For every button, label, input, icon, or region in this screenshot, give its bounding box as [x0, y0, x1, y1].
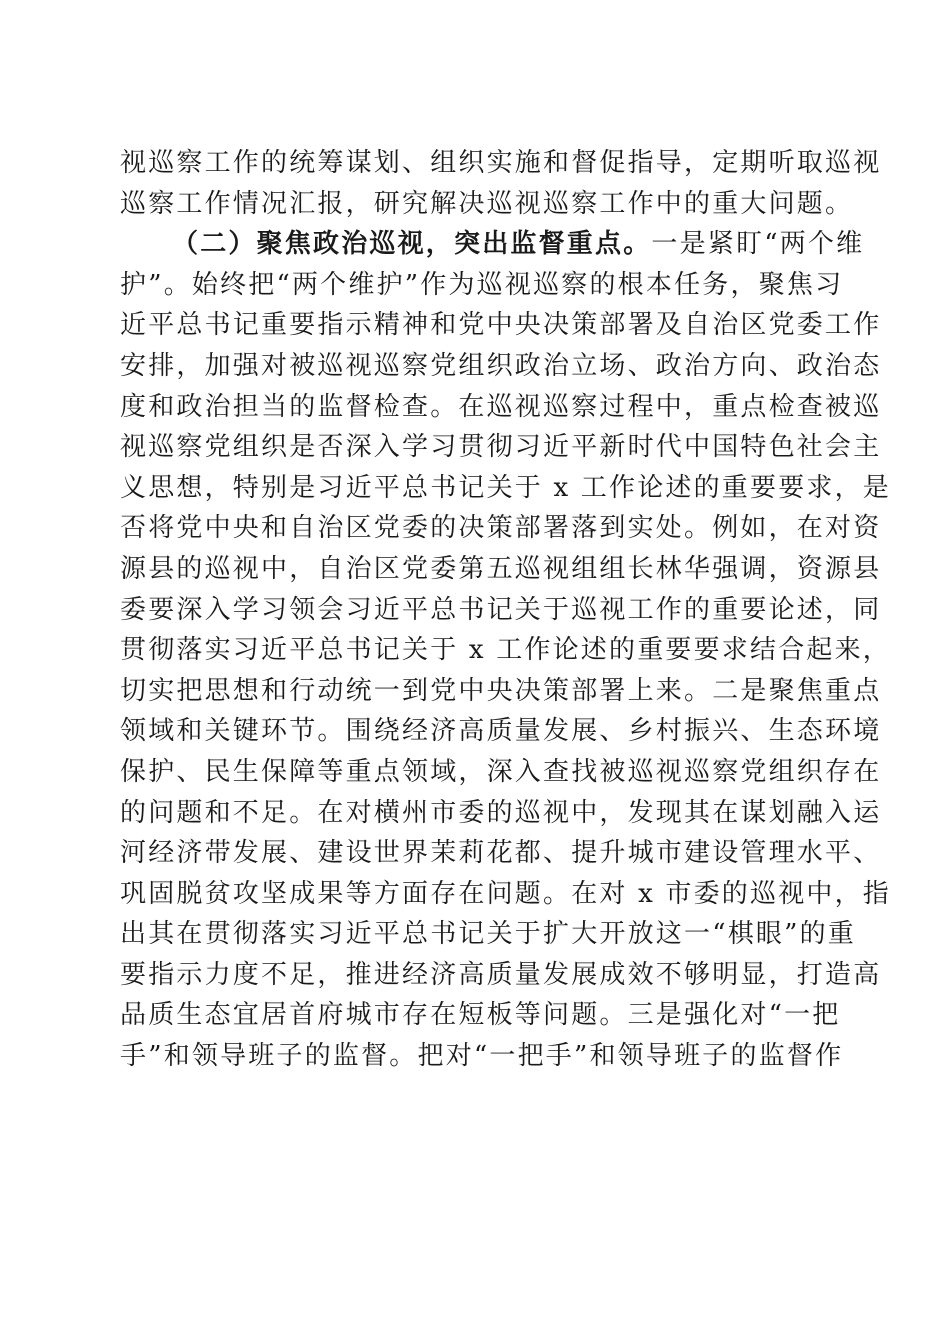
line-text: 巩固脱贫攻坚成果等方面存在问题。在对 x 市委的巡视中，指: [120, 878, 891, 909]
text-line: [120, 468, 891, 509]
line-text: 近平总书记重要指示精神和党中央决策部署及自治区党委工作: [120, 310, 882, 341]
line-text: 要指示力度不足，推进经济高质量发展成效不够明显，打造高: [120, 959, 882, 990]
body-text: [120, 143, 891, 1077]
line-text: 品质生态宜居首府城市存在短板等问题。三是强化对“一把: [120, 1000, 841, 1031]
text-line: [120, 305, 882, 346]
line-text: 巡察工作情况汇报，研究解决巡视巡察工作中的重大问题。: [120, 188, 854, 219]
text-line: [120, 914, 856, 955]
line-text: 护”。始终把“两个维护”作为巡视巡察的根本任务，聚焦习: [120, 269, 844, 300]
line-text: 手”和领导班子的监督。把对“一把手”和领导班子的监督作: [120, 1041, 844, 1072]
text-line: [120, 630, 891, 671]
line-text: 委要深入学习领会习近平总书记关于巡视工作的重要论述，同: [120, 594, 882, 625]
text-line: [120, 590, 882, 631]
text-line: [120, 955, 882, 996]
text-line: [120, 995, 841, 1036]
line-text: 切实把思想和行动统一到党中央决策部署上来。二是聚焦重点: [120, 675, 882, 706]
line-text: 的问题和不足。在对横州市委的巡视中，发现其在谋划融入运: [120, 797, 882, 828]
line-text: 安排，加强对被巡视巡察党组织政治立场、政治方向、政治态: [120, 350, 882, 381]
text-line: [120, 265, 844, 306]
text-line: [120, 793, 882, 834]
line-text: 一是紧盯“两个维: [651, 229, 865, 260]
line-text: 视巡察党组织是否深入学习贯彻习近平新时代中国特色社会主: [120, 432, 882, 463]
text-line: [120, 549, 882, 590]
line-text: 贯彻落实习近平总书记关于 x 工作论述的重要要求结合起来，: [120, 635, 891, 666]
text-line: [120, 427, 882, 468]
text-line: [120, 184, 854, 225]
line-text: 否将党中央和自治区党委的决策部署落到实处。例如，在对资: [120, 513, 882, 544]
text-line: [120, 711, 882, 752]
text-line: [120, 1036, 844, 1077]
text-line: [120, 224, 865, 265]
section-heading: （二）聚焦政治巡视，突出监督重点。: [172, 229, 652, 260]
text-line: [120, 833, 882, 874]
line-text: 义思想，特别是习近平总书记关于 x 工作论述的重要要求，是: [120, 472, 891, 503]
line-text: 度和政治担当的监督检查。在巡视巡察过程中，重点检查被巡: [120, 391, 882, 422]
text-line: [120, 671, 882, 712]
text-line: [120, 752, 882, 793]
text-line: [120, 346, 882, 387]
line-text: 出其在贯彻落实习近平总书记关于扩大开放这一“棋眼”的重: [120, 919, 856, 950]
line-text: 视巡察工作的统筹谋划、组织实施和督促指导，定期听取巡视: [120, 148, 882, 178]
text-line: [120, 874, 891, 915]
line-text: 领域和关键环节。围绕经济高质量发展、乡村振兴、生态环境: [120, 716, 882, 747]
line-text: 河经济带发展、建设世界茉莉花都、提升城市建设管理水平、: [120, 838, 882, 869]
line-text: 源县的巡视中，自治区党委第五巡视组组长林华强调，资源县: [120, 553, 882, 584]
text-line: [120, 508, 882, 549]
text-line: [120, 143, 882, 184]
line-text: 保护、民生保障等重点领域，深入查找被巡视巡察党组织存在: [120, 756, 882, 787]
text-line: [120, 387, 882, 428]
